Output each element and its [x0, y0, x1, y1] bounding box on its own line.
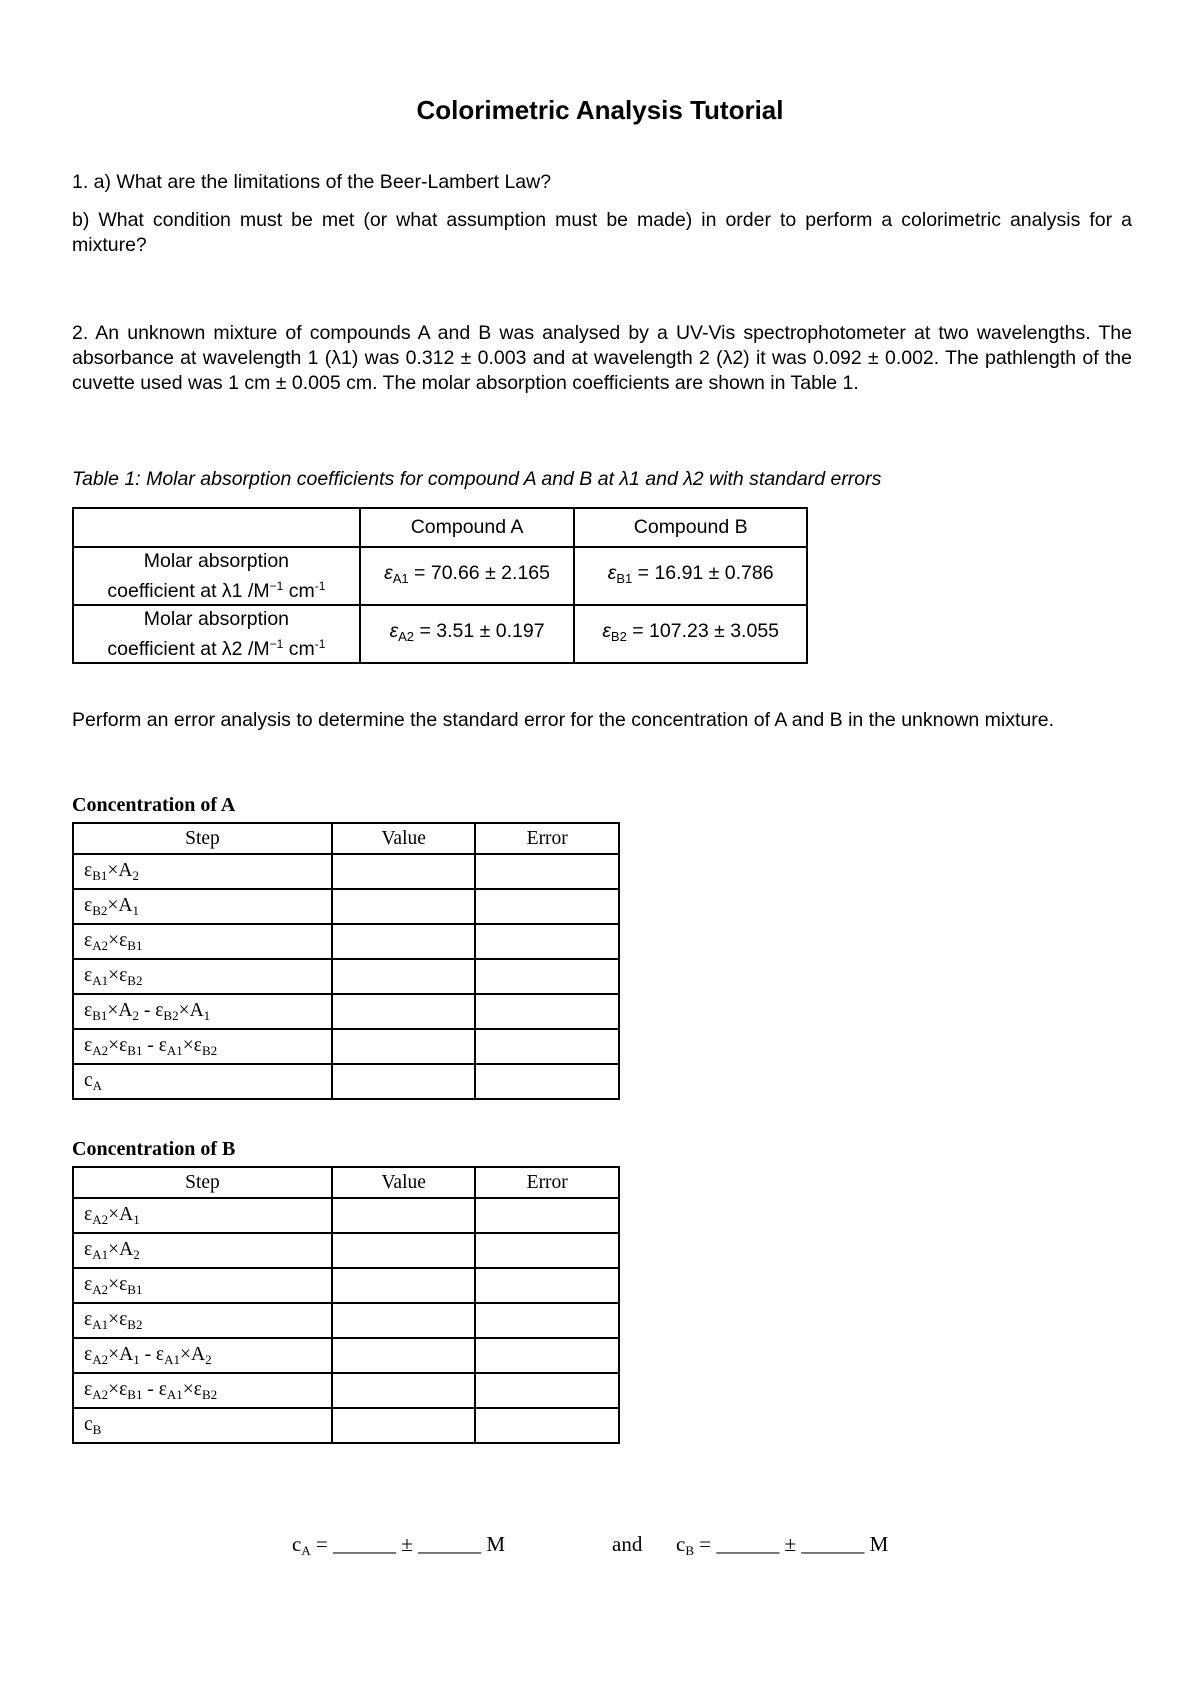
answer-blank-b[interactable]: = ______ ± ______ M	[699, 1532, 889, 1556]
error-cell[interactable]	[475, 1029, 619, 1064]
error-cell[interactable]	[475, 1268, 619, 1303]
table-header-value: Value	[332, 1167, 476, 1198]
question-2: 2. An unknown mixture of compounds A and B was analysed by a UV-Vis spectrophotometer at two wavelengths. The absorbance at wavelength 1 (λ1) was 0.312 ± 0.003 and at wavelength 2 (λ2) it was 0.092 ± 0.002. The pathlength of the cuvette used was 1 cm ± 0.005 cm. The molar absorption coefficients are shown in Table 1.	[72, 322, 1132, 394]
error-cell[interactable]	[475, 854, 619, 889]
step-cell: $\varepsilon_{B1}\times A_2 - \varepsilon_{B2}\times A_1$	[73, 994, 332, 1029]
value-cell[interactable]	[332, 1338, 476, 1373]
value-cell[interactable]	[332, 854, 476, 889]
step-cell: $\varepsilon_{A1}\times A_2$	[73, 1233, 332, 1268]
table-row	[73, 924, 619, 959]
error-cell[interactable]	[475, 1338, 619, 1373]
table-row	[73, 1303, 619, 1338]
value-cell[interactable]	[332, 1233, 476, 1268]
page-title: Colorimetric Analysis Tutorial	[416, 95, 784, 125]
table1-caption: Table 1: Molar absorption coefficients for compound A and B at λ1 and λ2 with standard errors	[72, 468, 882, 490]
table-header-value: Value	[332, 823, 476, 854]
table-row	[73, 1408, 619, 1443]
final-answer-ca: $c_A$ = ______ ± ______ M	[292, 1532, 506, 1558]
value-cell[interactable]	[332, 1408, 476, 1443]
and-label: and	[612, 1532, 643, 1556]
error-cell[interactable]	[475, 924, 619, 959]
table-header-step: Step	[73, 1167, 332, 1198]
step-cell: $\varepsilon_{A2}\times A_1 - \varepsilon_{A1}\times A_2$	[73, 1338, 332, 1373]
table1-header-compound-b: Compound B	[574, 508, 807, 547]
table-row	[73, 1233, 619, 1268]
table-row	[73, 994, 619, 1029]
value-cell[interactable]	[332, 1303, 476, 1338]
table1-row-label: Molar absorption coefficient at λ1 $/M^{-1}$ $cm^{-1}$	[73, 547, 360, 605]
table-row	[73, 854, 619, 889]
step-cell: $\varepsilon_{A2}\times\varepsilon_{B1}$	[73, 1268, 332, 1303]
error-analysis-instruction: Perform an error analysis to determine the standard error for the concentration of A and B in the unknown mixture.	[72, 709, 1055, 731]
error-cell[interactable]	[475, 994, 619, 1029]
value-cell[interactable]	[332, 889, 476, 924]
table-row	[73, 1338, 619, 1373]
error-cell[interactable]	[475, 1373, 619, 1408]
step-cell: $\varepsilon_{A1}\times\varepsilon_{B2}$	[73, 959, 332, 994]
concentration-b-heading: Concentration of B	[72, 1138, 236, 1160]
error-cell[interactable]	[475, 889, 619, 924]
value-cell[interactable]	[332, 994, 476, 1029]
step-cell: $\varepsilon_{A2}\times\varepsilon_{B1} - \varepsilon_{A1}\times\varepsilon_{B2}$	[73, 1373, 332, 1408]
table-row	[73, 959, 619, 994]
table-header-error: Error	[475, 1167, 619, 1198]
error-cell[interactable]	[475, 959, 619, 994]
error-cell[interactable]	[475, 1408, 619, 1443]
table-row	[73, 1373, 619, 1408]
value-cell[interactable]	[332, 1029, 476, 1064]
value-cell[interactable]	[332, 924, 476, 959]
table-header-step: Step	[73, 823, 332, 854]
table1-cell-epsilon-a2: $\varepsilon_{A2} = 3.51 \pm 0.197$	[360, 605, 575, 663]
value-cell[interactable]	[332, 959, 476, 994]
table-row	[73, 1268, 619, 1303]
value-cell[interactable]	[332, 1064, 476, 1099]
value-cell[interactable]	[332, 1198, 476, 1233]
concentration-a-heading: Concentration of A	[72, 794, 236, 816]
value-cell[interactable]	[332, 1373, 476, 1408]
concentration-b-table	[72, 1166, 620, 1444]
question-1a: 1. a) What are the limitations of the Beer-Lambert Law?	[72, 171, 552, 193]
step-cell: $c_B$	[73, 1408, 332, 1443]
table-row	[73, 1198, 619, 1233]
answer-blank-a[interactable]: = ______ ± ______ M	[315, 1532, 506, 1556]
table-header-error: Error	[475, 823, 619, 854]
step-cell: $\varepsilon_{B1}\times A_2$	[73, 854, 332, 889]
table1-cell-epsilon-b2: $\varepsilon_{B2} = 107.23 \pm 3.055$	[574, 605, 807, 663]
final-answer-cb: $c_B$ = ______ ± ______ M	[676, 1532, 889, 1558]
table-row	[73, 1064, 619, 1099]
step-cell: $\varepsilon_{A2}\times A_1$	[73, 1198, 332, 1233]
table1-row-label: Molar absorption coefficient at λ2 $/M^{-1}$ $cm^{-1}$	[73, 605, 360, 663]
table1-header-compound-a: Compound A	[360, 508, 575, 547]
step-cell: $\varepsilon_{A2}\times\varepsilon_{B1}$	[73, 924, 332, 959]
step-cell: $\varepsilon_{A1}\times\varepsilon_{B2}$	[73, 1303, 332, 1338]
table-row	[73, 889, 619, 924]
question-1b: b) What condition must be met (or what assumption must be made) in order to perform a colorimetric analysis for a mixture?	[72, 209, 1132, 256]
error-cell[interactable]	[475, 1198, 619, 1233]
table-row	[73, 1029, 619, 1064]
step-cell: $\varepsilon_{B2}\times A_1$	[73, 889, 332, 924]
concentration-a-table	[72, 822, 620, 1100]
absorption-coefficients-table	[72, 507, 808, 664]
error-cell[interactable]	[475, 1303, 619, 1338]
step-cell: $c_A$	[73, 1064, 332, 1099]
step-cell: $\varepsilon_{A2}\times\varepsilon_{B1} - \varepsilon_{A1}\times\varepsilon_{B2}$	[73, 1029, 332, 1064]
error-cell[interactable]	[475, 1233, 619, 1268]
error-cell[interactable]	[475, 1064, 619, 1099]
table1-cell-epsilon-a1: $\varepsilon_{A1} = 70.66 \pm 2.165$	[360, 547, 575, 605]
table1-cell-epsilon-b1: $\varepsilon_{B1} = 16.91 \pm 0.786$	[574, 547, 807, 605]
table1-header-empty	[73, 508, 360, 547]
value-cell[interactable]	[332, 1268, 476, 1303]
